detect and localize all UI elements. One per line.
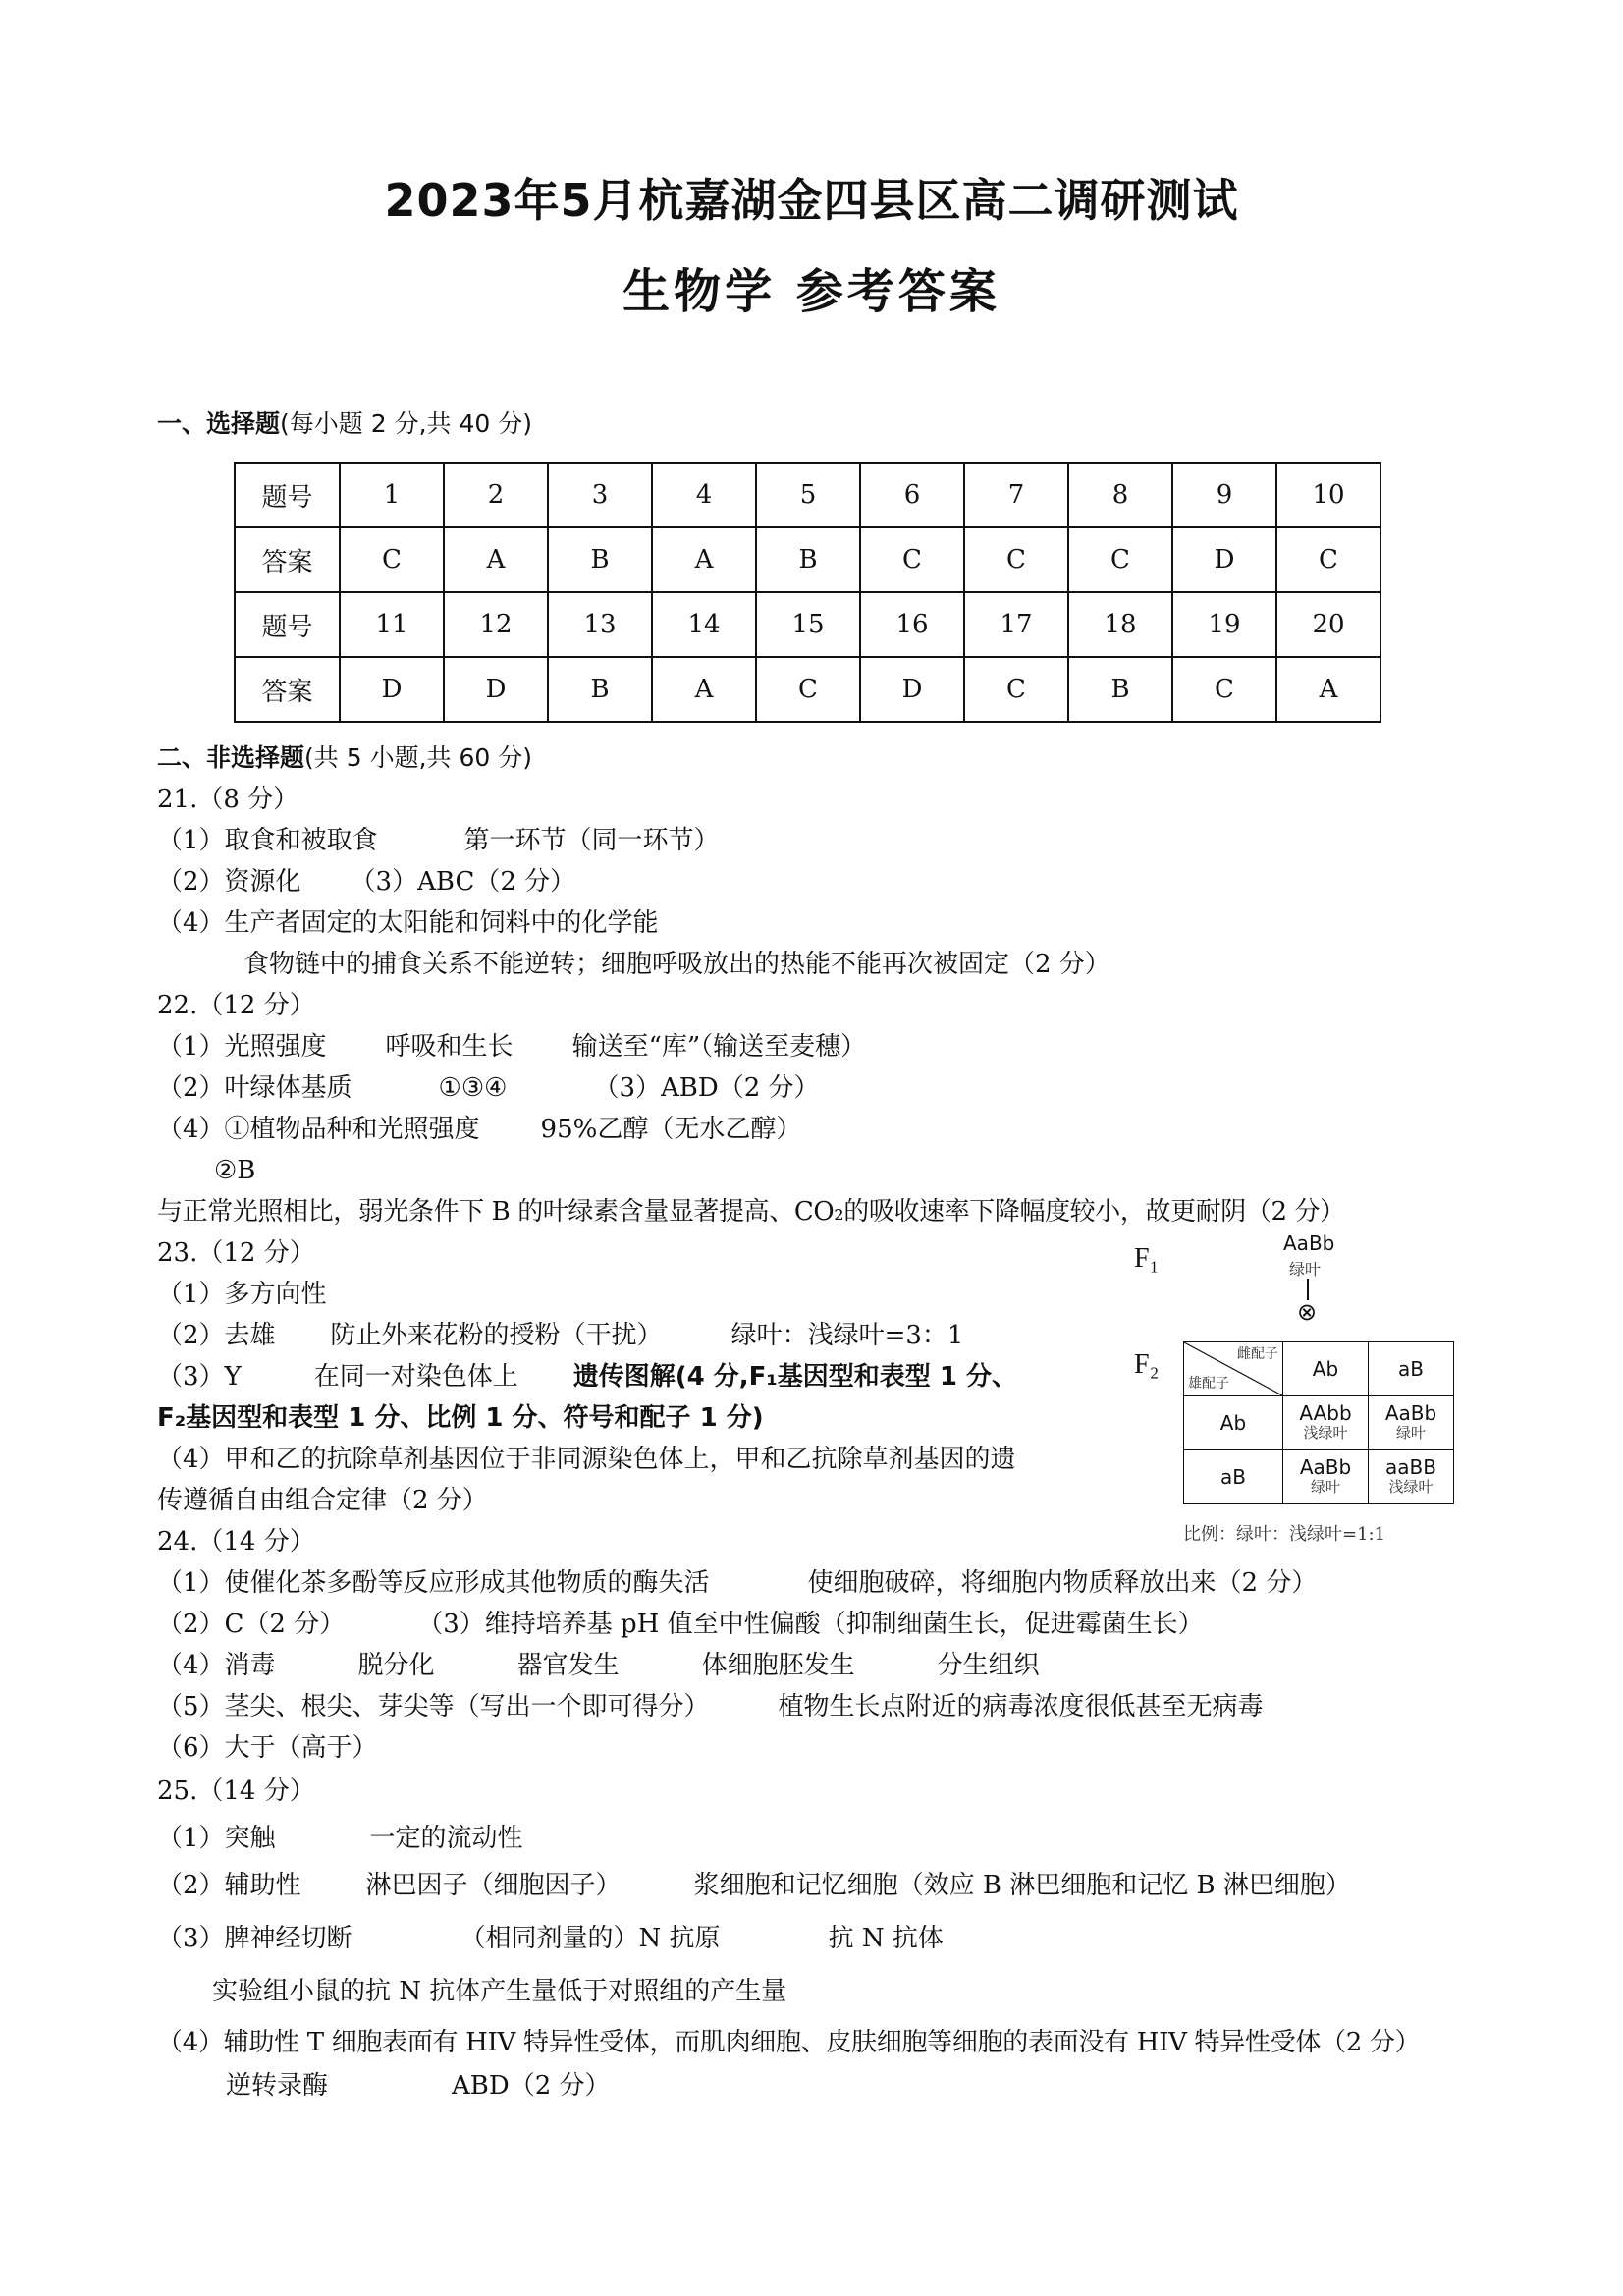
answer-table-cell: C [756, 657, 860, 722]
q23-line1: （1）多方向性 [157, 1280, 327, 1309]
q25-answer3b: （相同剂量的）N 抗原 [460, 1924, 721, 1953]
q22-line3 [157, 1114, 801, 1145]
section1-label: 一、选择题 [157, 410, 281, 438]
q23-heading: 23.（12 分） [157, 1238, 315, 1268]
q23-answer2c: 绿叶：浅绿叶=3：1 [730, 1321, 964, 1350]
q24-line3 [157, 1650, 1040, 1681]
answer-table-cell: B [756, 527, 860, 592]
q23-answer2b: 防止外来花粉的授粉（干扰） [330, 1321, 663, 1350]
q24-heading: 24.（14 分） [157, 1527, 315, 1557]
q21-line2 [157, 866, 575, 898]
q25-answer2a: （2）辅助性 [157, 1871, 301, 1900]
q22-answer4a: （4）①植物品种和光照强度 [157, 1115, 480, 1144]
answer-table-cell: A [652, 657, 756, 722]
answer-table-cell: D [860, 657, 964, 722]
answer-table-cell: B [1068, 657, 1172, 722]
q21-line3: （4）生产者固定的太阳能和饲料中的化学能 [157, 908, 659, 938]
section2-label: 二、非选择题 [157, 743, 305, 772]
row-gamete: Ab [1184, 1396, 1283, 1450]
male-gamete-label: 雄配子 [1188, 1376, 1229, 1392]
answer-table-cell: A [1276, 657, 1380, 722]
ratio-label: 比例：绿叶：浅绿叶=1:1 [1183, 1524, 1386, 1545]
punnett-cell [1283, 1450, 1369, 1504]
answer-table-cell: D [340, 657, 444, 722]
q25-line1 [157, 1823, 523, 1854]
answer-table-row [235, 592, 1380, 657]
q21-heading: 21.（8 分） [157, 785, 299, 814]
answer-table-header-cell: 题号 [235, 463, 340, 527]
answer-table-row [235, 657, 1380, 722]
q22-line5: 与正常光照相比，弱光条件下 B 的叶绿素含量显著提高、CO₂的吸收速率下降幅度较小，故更耐阴（2 分） [157, 1197, 1345, 1227]
answer-table-cell: 2 [444, 463, 548, 527]
f1-label: F₁ [1134, 1243, 1160, 1274]
q25-line6 [226, 2070, 611, 2102]
cell-phenotype: 绿叶 [1395, 1424, 1426, 1442]
answer-table-cell: C [964, 527, 1068, 592]
answer-table-cell: 10 [1276, 463, 1380, 527]
q24-line4 [157, 1691, 1264, 1722]
q24-answer4b: 脱分化 [357, 1651, 435, 1680]
q22-answer1a: （1）光照强度 [157, 1032, 327, 1062]
answer-table-cell: D [1172, 527, 1276, 592]
q22-answer2a: （2）叶绿体基质 [157, 1073, 352, 1103]
punnett-cell [1369, 1396, 1454, 1450]
cell-genotype: aaBB [1385, 1455, 1436, 1479]
q23-line3 [157, 1361, 1017, 1393]
answer-table-cell: A [652, 527, 756, 592]
q25-line5: （4）辅助性 T 细胞表面有 HIV 特异性受体，而肌肉细胞、皮肤细胞等细胞的表面没有 HIV 特异性受体（2 分） [157, 2028, 1421, 2057]
answer-table-cell: 8 [1068, 463, 1172, 527]
cross-line [1307, 1279, 1309, 1300]
q25-answer6b: ABD（2 分） [452, 2071, 611, 2101]
q25-answer1a: （1）突触 [157, 1824, 276, 1853]
answer-table-header-cell: 答案 [235, 527, 340, 592]
q22-line4: ②B [214, 1156, 256, 1185]
answer-table-cell: 17 [964, 592, 1068, 657]
q24-line5: （6）大于（高于） [157, 1733, 378, 1763]
cell-genotype: AaBb [1299, 1455, 1352, 1479]
q23-line2 [157, 1320, 963, 1351]
section2-note: (共 5 小题,共 60 分) [304, 743, 532, 772]
q23-answer3c: 遗传图解(4 分,F₁基因型和表型 1 分、 [572, 1362, 1017, 1392]
q24-answer1b: 使细胞破碎，将细胞内物质释放出来（2 分） [807, 1568, 1318, 1598]
answer-table-cell: C [340, 527, 444, 592]
q25-answer1b: 一定的流动性 [369, 1824, 523, 1853]
answer-table-row [235, 463, 1380, 527]
q24-line2 [157, 1609, 1204, 1640]
q21-answer1b: 第一环节（同一环节） [463, 826, 720, 855]
q24-answer4e: 分生组织 [937, 1651, 1040, 1680]
section1-heading [157, 405, 532, 440]
q24-answer4d: 体细胞胚发生 [701, 1651, 855, 1680]
q22-answer1b: 呼吸和生长 [385, 1032, 514, 1062]
q21-answer3: （3）ABC（2 分） [350, 867, 576, 897]
q21-answer1: （1）取食和被取食 [157, 826, 378, 855]
q25-answer6a: 逆转录酶 [226, 2071, 329, 2101]
q22-line1 [157, 1031, 866, 1063]
cell-phenotype: 浅绿叶 [1388, 1478, 1434, 1496]
punnett-corner [1184, 1342, 1283, 1396]
answer-table-cell: 20 [1276, 592, 1380, 657]
q22-answer1c: 输送至“库”（输送至麦穗） [571, 1032, 867, 1062]
answer-table-cell: B [548, 657, 652, 722]
answer-table-row [235, 527, 1380, 592]
q25-answer3c: 抗 N 抗体 [828, 1924, 944, 1953]
genetic-diagram [1124, 1231, 1576, 1545]
f2-label: F₂ [1134, 1349, 1160, 1380]
answer-table-cell: 9 [1172, 463, 1276, 527]
q24-answer4c: 器官发生 [516, 1651, 620, 1680]
answer-table-cell: C [1068, 527, 1172, 592]
answer-table-cell: 12 [444, 592, 548, 657]
q23-line6: 传遵循自由组合定律（2 分） [157, 1486, 488, 1515]
q25-line4: 实验组小鼠的抗 N 抗体产生量低于对照组的产生量 [212, 1977, 787, 2006]
answer-table-cell: 3 [548, 463, 652, 527]
punnett-cell [1369, 1450, 1454, 1504]
answer-table-cell: 16 [860, 592, 964, 657]
q21-answer2: （2）资源化 [157, 867, 301, 897]
answer-table-cell: A [444, 527, 548, 592]
page-title: 2023年5月杭嘉湖金四县区高二调研测试 [384, 174, 1239, 227]
q25-line3 [157, 1923, 944, 1954]
row-gamete: aB [1184, 1450, 1283, 1504]
q25-line2 [157, 1870, 1351, 1901]
q23-answer3b: 在同一对染色体上 [313, 1362, 518, 1392]
cell-phenotype: 浅绿叶 [1303, 1424, 1348, 1442]
q22-answer4b: 95%乙醇（无水乙醇） [540, 1115, 802, 1144]
answer-table-cell: D [444, 657, 548, 722]
self-cross-symbol: ⊗ [1297, 1298, 1318, 1326]
q22-answer3: （3）ABD（2 分） [593, 1073, 820, 1103]
q22-answer2b: ①③④ [438, 1073, 508, 1103]
answer-table-cell: C [860, 527, 964, 592]
q24-answer5b: 植物生长点附近的病毒浓度很低甚至无病毒 [778, 1692, 1264, 1722]
page-subtitle: 生物学 参考答案 [622, 264, 1001, 319]
cell-genotype: AaBb [1384, 1401, 1437, 1425]
q25-answer3a: （3）脾神经切断 [157, 1924, 352, 1953]
answer-table-cell: B [548, 527, 652, 592]
q23-answer3a: （3）Y [157, 1362, 242, 1392]
answer-table-cell: 4 [652, 463, 756, 527]
answer-table-header-cell: 答案 [235, 657, 340, 722]
answer-table-cell: 5 [756, 463, 860, 527]
section1-note: (每小题 2 分,共 40 分) [280, 410, 532, 438]
q24-answer2: （2）C（2 分） [157, 1610, 346, 1639]
col-gamete: Ab [1283, 1342, 1369, 1396]
answer-table-cell: 13 [548, 592, 652, 657]
q25-heading: 25.（14 分） [157, 1777, 315, 1806]
answer-table-cell: 11 [340, 592, 444, 657]
answer-table-cell: 19 [1172, 592, 1276, 657]
answer-table-cell: C [1276, 527, 1380, 592]
answer-table-cell: 7 [964, 463, 1068, 527]
q24-answer4a: （4）消毒 [157, 1651, 276, 1680]
q23-line5: （4）甲和乙的抗除草剂基因位于非同源染色体上，甲和乙抗除草剂基因的遗 [157, 1445, 1016, 1474]
answer-table-header-cell: 题号 [235, 592, 340, 657]
q24-answer5a: （5）茎尖、根尖、芽尖等（写出一个即可得分） [157, 1692, 710, 1722]
q21-line4: 食物链中的捕食关系不能逆转；细胞呼吸放出的热能不能再次被固定（2 分） [243, 950, 1110, 979]
parent-genotype: AaBb [1283, 1231, 1335, 1255]
answer-table-cell: 14 [652, 592, 756, 657]
q21-line1 [157, 825, 720, 856]
punnett-cell [1283, 1396, 1369, 1450]
cell-phenotype: 绿叶 [1310, 1478, 1340, 1496]
q22-heading: 22.（12 分） [157, 991, 315, 1020]
q25-answer2c: 浆细胞和记忆细胞（效应 B 淋巴细胞和记忆 B 淋巴细胞） [693, 1871, 1351, 1900]
punnett-square [1183, 1341, 1454, 1504]
section2-heading [157, 738, 532, 774]
q25-answer2b: 淋巴因子（细胞因子） [365, 1871, 622, 1900]
answer-table-cell: 6 [860, 463, 964, 527]
cell-genotype: AAbb [1299, 1401, 1352, 1425]
answer-table-cell: 1 [340, 463, 444, 527]
q22-line2 [157, 1072, 820, 1104]
answer-table-cell: 15 [756, 592, 860, 657]
q24-line1 [157, 1567, 1317, 1599]
q24-answer3: （3）维持培养基 pH 值至中性偏酸（抑制细菌生长，促进霉菌生长） [417, 1610, 1204, 1639]
answer-table-cell: C [1172, 657, 1276, 722]
female-gamete-label: 雌配子 [1237, 1346, 1278, 1362]
col-gamete: aB [1369, 1342, 1454, 1396]
parent-phenotype: 绿叶 [1289, 1260, 1322, 1279]
q23-answer2a: （2）去雄 [157, 1321, 276, 1350]
q24-answer1a: （1）使催化茶多酚等反应形成其他物质的酶失活 [157, 1568, 710, 1598]
q23-line4: F₂基因型和表型 1 分、比例 1 分、符号和配子 1 分) [157, 1403, 764, 1433]
answer-table-cell: 18 [1068, 592, 1172, 657]
answer-table-cell: C [964, 657, 1068, 722]
answer-table [234, 462, 1381, 723]
